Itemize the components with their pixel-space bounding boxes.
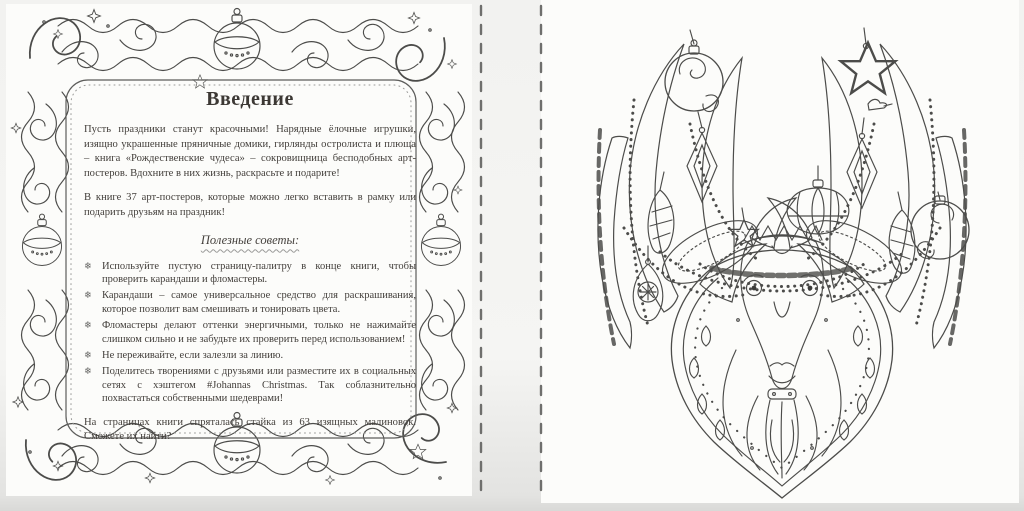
list-item	[84, 319, 416, 346]
intro-paragraph-2: В книге 37 арт-постеров, которые можно легко вставить в рамку или подарить друзьям на праздник!	[84, 192, 416, 218]
page-divider	[481, 6, 541, 494]
introduction-text-block	[84, 88, 416, 455]
tips-list	[84, 260, 416, 406]
tip-text: Используйте пустую страницу-палитру в конце книги, чтобы проверить карандаши и фломастеры.	[102, 260, 416, 285]
bauble-swirl-ornament	[665, 30, 723, 111]
tip-text: Не переживайте, если залезли за линию.	[102, 350, 284, 361]
list-item	[84, 365, 416, 405]
snowflake-bullet-icon: ❄	[84, 260, 92, 272]
diamond-pendant	[687, 112, 717, 202]
closing-paragraph: На страницах книги спряталась стайка из 63 изящных малиновок. Сможете их найти?	[84, 416, 416, 443]
star-ornament	[841, 28, 896, 93]
icicle-ornament	[648, 172, 674, 253]
tips-heading: Полезные советы:	[200, 232, 300, 247]
bauble-swirl-ornament-right	[911, 192, 969, 259]
snowflake-bullet-icon: ❄	[84, 320, 92, 332]
intro-paragraph-1: Пусть праздники станут красочными! Нарядные ёлочные игрушки, изящно украшенные пряничные домики, гирлянды остролиста и плюща – книга «Рождественские чудеса» – сокровищница бесподобных арт-постеров. Вдохните в них жизнь, раскрасьте и подарите!	[84, 124, 416, 179]
snowflake-bullet-icon: ❄	[84, 350, 92, 361]
tip-text: Фломастеры делают оттенки энергичными, только не нажимайте слишком сильно и не забудьте их проверить перед использованием!	[102, 320, 416, 345]
snowflake-bullet-icon: ❄	[84, 290, 92, 302]
tip-text: Карандаши – самое универсальное средство для раскрашивания, которое позволит вам смешивать и тонировать цвета.	[102, 290, 416, 315]
list-item	[84, 260, 416, 287]
list-item	[84, 289, 416, 316]
page-title: Введение	[206, 88, 294, 110]
tip-text: Поделитесь творениями с друзьями или разместите их в социальных сетях с хэштегом #Johannas Christmas. Так соблазнительно похвастаться собственными шедеврами!	[102, 366, 416, 405]
deer-illustration	[598, 28, 969, 498]
list-item	[84, 349, 416, 362]
snowflake-bullet-icon: ❄	[84, 366, 92, 378]
bird-silhouette	[868, 99, 892, 110]
deer-head	[653, 208, 911, 498]
